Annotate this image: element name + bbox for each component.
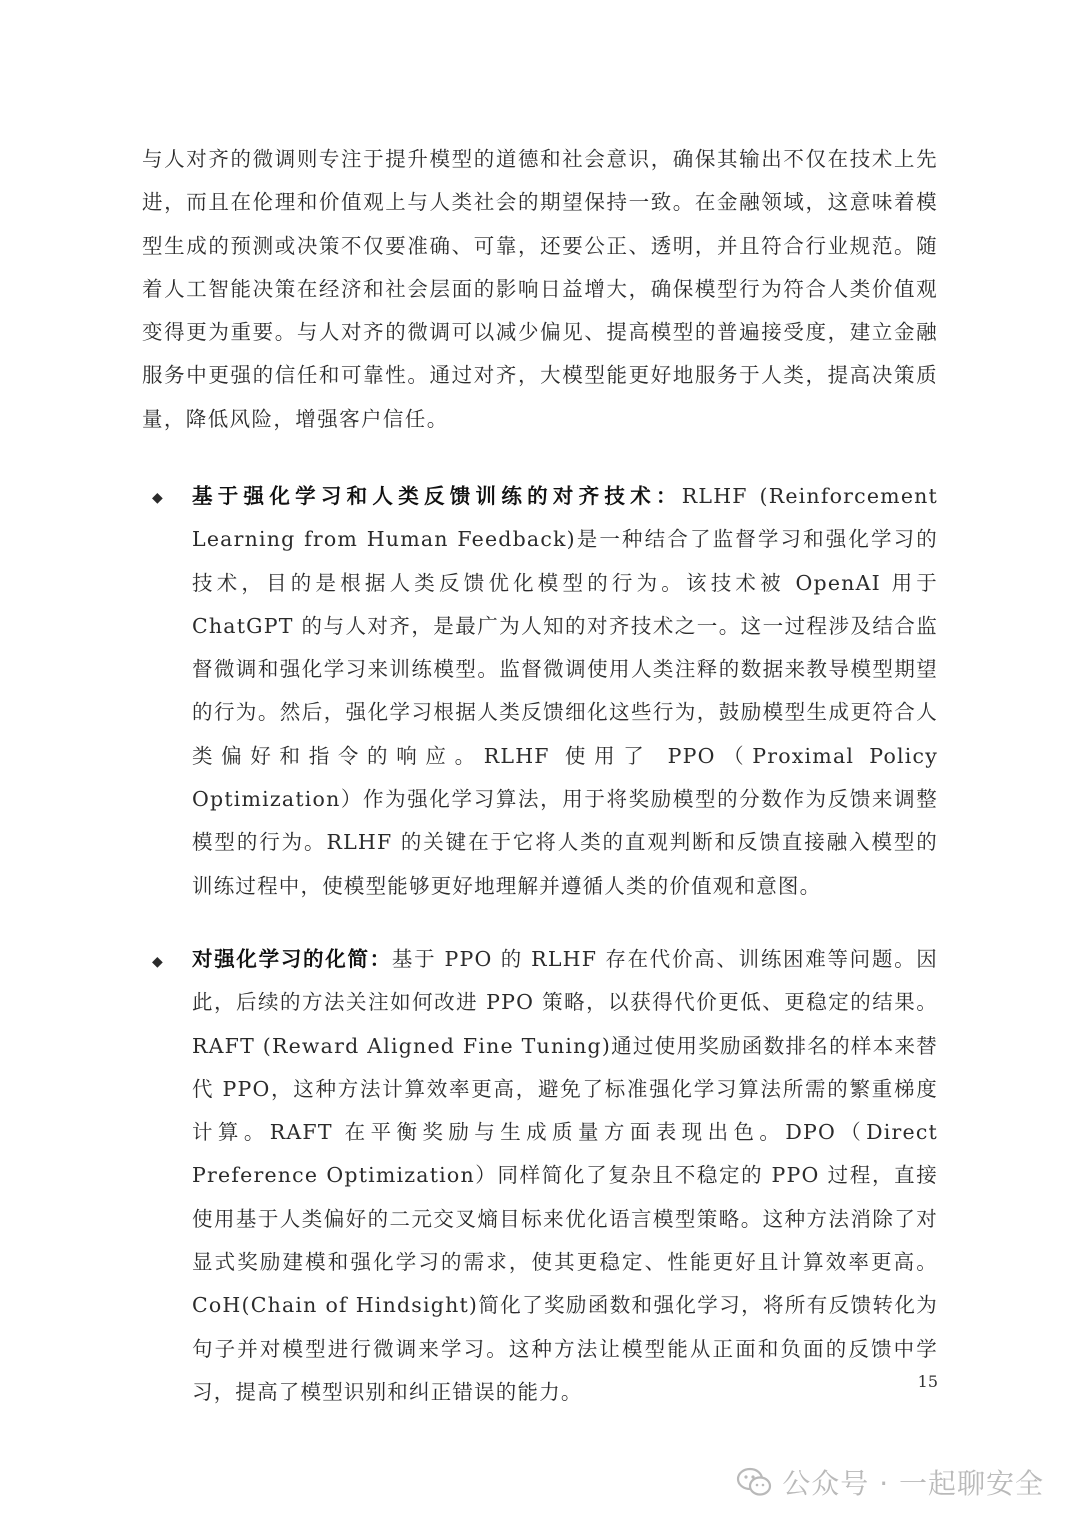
bullet-title-rlhf: 基于强化学习和人类反馈训练的对齐技术：	[192, 484, 682, 508]
bullet-body-rlhf: RLHF (Reinforcement Learning from Human Feedback)是一种结合了监督学习和强化学习的技术，目的是根据人类反馈优化模型的行为。该技术被 OpenAI 用于 ChatGPT 的与人对齐，是最广为人知的对齐技术之一。这一过程涉及结合监督微调和强化学习来训练模型。监督微调使用人类注释的数据来教导模型期望的行为。然后，强化学习根据人类反馈细化这些行为，鼓励模型生成更符合人类偏好和指令的响应。RLHF 使用了 PPO（Proximal Policy Optimization）作为强化学习算法，用于将奖励模型的分数作为反馈来调整模型的行为。RLHF 的关键在于它将人类的直观判断和反馈直接融入模型的训练过程中，使模型能够更好地理解并遵循人类的价值观和意图。	[192, 484, 938, 898]
watermark	[736, 1460, 1044, 1504]
bullet-item-rlhf	[192, 475, 938, 908]
intro-paragraph: 与人对齐的微调则专注于提升模型的道德和社会意识，确保其输出不仅在技术上先进，而且在伦理和价值观上与人类社会的期望保持一致。在金融领域，这意味着模型生成的预测或决策不仅要准确、可靠，还要公正、透明，并且符合行业规范。随着人工智能决策在经济和社会层面的影响日益增大，确保模型行为符合人类价值观变得更为重要。与人对齐的微调可以减少偏见、提高模型的普遍接受度，建立金融服务中更强的信任和可靠性。通过对齐，大模型能更好地服务于人类，提高决策质量，降低风险，增强客户信任。	[142, 147, 938, 431]
bullet-body-rl-simplification: 基于 PPO 的 RLHF 存在代价高、训练困难等问题。因此，后续的方法关注如何改进 PPO 策略，以获得代价更低、更稳定的结果。RAFT (Reward Aligned Fine Tuning)通过使用奖励函数排名的样本来替代 PPO，这种方法计算效率更高，避免了标准强化学习算法所需的繁重梯度计算。RAFT 在平衡奖励与生成质量方面表现出色。DPO（Direct Preference Optimization）同样简化了复杂且不稳定的 PPO 过程，直接使用基于人类偏好的二元交叉熵目标来优化语言模型策略。这种方法消除了对显式奖励建模和强化学习的需求，使其更稳定、性能更好且计算效率更高。CoH(Chain of Hindsight)简化了奖励函数和强化学习，将所有反馈转化为句子并对模型进行微调来学习。这种方法让模型能从正面和负面的反馈中学习，提高了模型识别和纠正错误的能力。	[192, 947, 938, 1404]
page-number: 15	[917, 1372, 938, 1391]
wechat-icon	[736, 1467, 772, 1497]
bullet-title-rl-simplification: 对强化学习的化简：	[192, 947, 392, 971]
bullet-item-rl-simplification	[192, 938, 938, 1414]
watermark-text: 公众号 · 一起聊安全	[782, 1467, 1044, 1500]
diamond-bullet-icon: ◆	[152, 490, 163, 506]
diamond-bullet-icon: ◆	[152, 954, 163, 970]
